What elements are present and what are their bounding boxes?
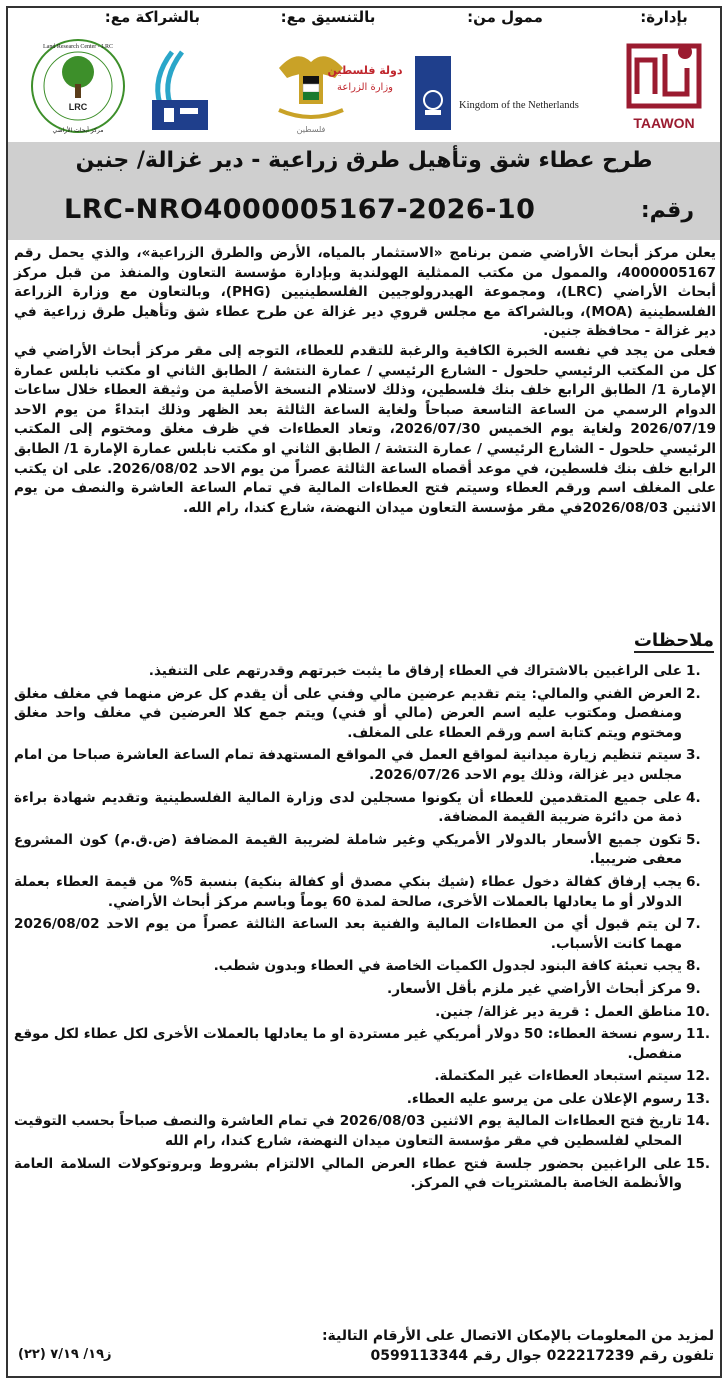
ministry-emblem-icon [269, 38, 403, 134]
coordination-label: بالتنسيق مع: [280, 8, 376, 26]
note-number: 2. [686, 685, 701, 702]
note-item [14, 831, 714, 870]
ministry-text-3: فلسطين [296, 125, 326, 134]
note-item [14, 1155, 714, 1194]
title-banner [8, 142, 720, 240]
note-number: 9. [686, 980, 701, 997]
announcement-paragraph-2: فعلى من يجد في نفسه الخبرة الكافية والرغبة للتقدم للعطاء، التوجه إلى مقر مركز أبحاث الأراضي في كل من المكتب الرئيسي حلحول - الشارع الرئيسي / عمارة النتشة / الطابق الثاني او مكتب نابلس عمارة الإمارة 1/ الطابق الرابع خلف بنك فلسطين، وذلك لاستلام النسخة الأصلية من وثيقة العطاء خلال ساعات الدوام الرسمي من الساعة التاسعة صباحاً ولغاية الساعة الثالثة بعد الظهر وذلك ابتداءً من يوم الاحد 2026/07/19 ولغاية يوم الخميس 2026/07/30، وتعاد العطاءات في ظرف مغلق ومختوم إلى المكتب الرئيسي حلحول - الشارع الرئيسي / عمارة النتشة / الطابق الثاني او مكتب نابلس عمارة الإمارة 1/ الطابق الرابع خلف بنك فلسطين، في موعد أقصاه الساعة الثالثة عصراً من يوم الاحد 2026/08/02. على ان يكتب على المغلف اسم ورقم العطاء وسيتم فتح العطاءات المالية في تمام الساعة العاشرة والنصف من يوم الاثنين 2026/08/03في مقر مؤسسة التعاون ميدان النهضة، شارع كندا، رام الله. [14, 342, 716, 516]
note-item [14, 662, 714, 682]
lrc-ring-text: Land Research Center - LRC [43, 44, 113, 50]
note-text: يجب إرفاق كفالة دخول عطاء (شيك بنكي مصدق أو كفالة بنكية) بنسبة 5% من قيمة العطاء بعملة الدولار أو ما يعادلها بالعملات الأخرى، صالحة لمدة 60 يوماً وباسم مركز أبحاث الأراضي. [14, 873, 682, 910]
note-item [14, 1067, 714, 1087]
netherlands-text: Kingdom of the Netherlands [459, 100, 579, 111]
ministry-text-1: دولة فلسطين [327, 64, 403, 77]
management-col [614, 8, 714, 136]
note-text: سيتم استبعاد العطاءات غير المكتملة. [434, 1068, 682, 1085]
contact-footer [14, 1326, 714, 1366]
tender-number-label: رقم: [640, 198, 694, 223]
note-number: 4. [686, 789, 701, 806]
note-item [14, 1112, 714, 1151]
phg-logo-icon [142, 48, 218, 136]
note-item [14, 915, 714, 954]
taawon-logo-text: TAAWON [633, 115, 695, 131]
note-text: يجب تعبئة كافة البنود لجدول الكميات الخاصة في العطاء وبدون شطب. [213, 958, 682, 975]
tender-title: طرح عطاء شق وتأهيل طرق زراعية - دير غزالة/ جنين [75, 148, 653, 173]
note-number: 7. [686, 916, 701, 933]
note-text: رسوم نسخة العطاء: 50 دولار أمريكي غير مستردة او ما يعادلها بالعملات الأخرى لكل عطاء لكل موقع منفصل. [14, 1026, 682, 1062]
note-item [14, 873, 714, 912]
note-text: مركز أبحاث الأراضي غير ملزم بأقل الأسعار. [387, 980, 682, 997]
note-text: سيتم تنظيم زيارة ميدانية لمواقع العمل في المواقع المستهدفة تمام الساعة العاشرة صباحا من امام مجلس دير غزالة، وذلك يوم الاحد 2026/07/26. [14, 747, 682, 783]
contact-line-1: لمزيد من المعلومات بالإمكان الاتصال على الأرقام التالية: [321, 1328, 714, 1344]
netherlands-logo-icon [411, 54, 599, 132]
note-text: لن يتم قبول أي من العطاءات المالية والفنية بعد الساعة الثالثة عصراً من يوم الاحد 2026/08/02 مهما كانت الأسباب. [14, 916, 682, 952]
announcement-body [14, 244, 716, 518]
note-number: 1. [686, 663, 701, 679]
lrc-center-text: LRC [68, 102, 88, 112]
notes-heading: ملاحظات [633, 630, 714, 651]
note-number: 10. [686, 1003, 711, 1020]
lrc-ring-text-ar: مركز أبحاث الأراضي [52, 127, 104, 134]
coordination-col [268, 8, 403, 136]
note-text: تكون جميع الأسعار بالدولار الأمريكي وغير شاملة لضريبة القيمة المضافة (ض.ق.م) كون المشروع معفى ضريبيا. [14, 831, 682, 868]
note-item [14, 1090, 714, 1110]
contact-line-2: تلفون رقم 022217239 جوال رقم 0599113344 [370, 1348, 714, 1364]
note-item [14, 957, 714, 977]
note-number: 15. [686, 1155, 711, 1172]
note-number: 11. [686, 1026, 711, 1043]
announcement-paragraph-1: يعلن مركز أبحاث الأراضي ضمن برنامج «الاستثمار بالمياه، الأرض والطرق الزراعية»، والذي يحمل رقم 4000005167، والممول من مكتب الممثلية الهولندية وبإدارة مؤسسة التعاون والمنفذ من قبل مركز أبحاث الأراضي (LRC)، ومجموعة الهيدرولوجيين الفلسطينيين (PHG)، وبالتعاون مع وزارة الزراعة الفلسطينية (MOA)، وبالشراكة مع مجلس قروي دير غزالة عن طرح عطاء شق وتأهيل طرق زراعية في دير غزالة - محافظة جنين. [14, 245, 717, 340]
note-item [14, 980, 714, 1000]
note-text: على الراغبين بحضور جلسة فتح عطاء العرض المالي الالتزام بشروط وبروتوكولات السلامة العامة والأنظمة الخاصة بالمشتريات في المركز. [14, 1155, 682, 1192]
notes-list [14, 662, 714, 1197]
note-number: 5. [686, 831, 701, 848]
partnership-col [8, 8, 240, 136]
logos-header [8, 8, 720, 136]
note-item [14, 1003, 714, 1023]
partnership-label: بالشراكة مع: [104, 8, 200, 26]
note-text: تاريخ فتح العطاءات المالية يوم الاثنين 2026/08/03 في تمام العاشرة والنصف صباحاً بحسب التوقيت المحلي لفلسطين في مقر مؤسسة التعاون ميدان النهضة، شارع كندا، رام الله [14, 1113, 682, 1150]
note-number: 12. [686, 1068, 711, 1085]
note-item [14, 789, 714, 828]
tender-number: LRC-NRO4000005167-2026-10 [64, 194, 536, 225]
note-number: 13. [686, 1090, 711, 1107]
note-item [14, 1025, 714, 1064]
note-number: 8. [686, 958, 701, 975]
note-number: 3. [686, 747, 701, 764]
note-text: رسوم الإعلان على من يرسو عليه العطاء. [406, 1090, 682, 1107]
note-text: على الراغبين بالاشتراك في العطاء إرفاق ما يثبت خبرتهم وقدرتهم على التنفيذ. [148, 663, 682, 679]
note-number: 6. [686, 873, 701, 890]
ministry-text-2: وزارة الزراعة [337, 82, 393, 93]
note-number: 14. [686, 1113, 711, 1130]
note-text: على جميع المتقدمين للعطاء أن يكونوا مسجلين لدى وزارة المالية الفلسطينية وتقديم شهادة براءة ذمة من دائرة ضريبة القيمة المضافة. [14, 789, 682, 826]
management-label: بإدارة: [640, 8, 688, 26]
funded-col [410, 8, 600, 136]
note-item [14, 685, 714, 744]
note-text: مناطق العمل : قرية دير غزالة/ جنين. [435, 1003, 682, 1020]
note-text: العرض الفني والمالي: يتم تقديم عرضين مالي وفني على أن يقدم كل عرض منهما في مغلف مغلق ومنفصل ومكتوب عليه اسم العرض (مالي أو فني) ويتم جمع كلا العرضين في مغلف واحد مغلق ومختوم ويتم كتابة اسم ورقم العطاء على المغلف. [14, 685, 682, 741]
note-item [14, 746, 714, 785]
taawon-logo-icon [625, 38, 703, 134]
publication-stamp: ز١٩/ ٧/١٩ (٢٢) [18, 1347, 112, 1362]
lrc-logo-icon [26, 34, 130, 138]
funded-label: ممول من: [467, 8, 543, 26]
